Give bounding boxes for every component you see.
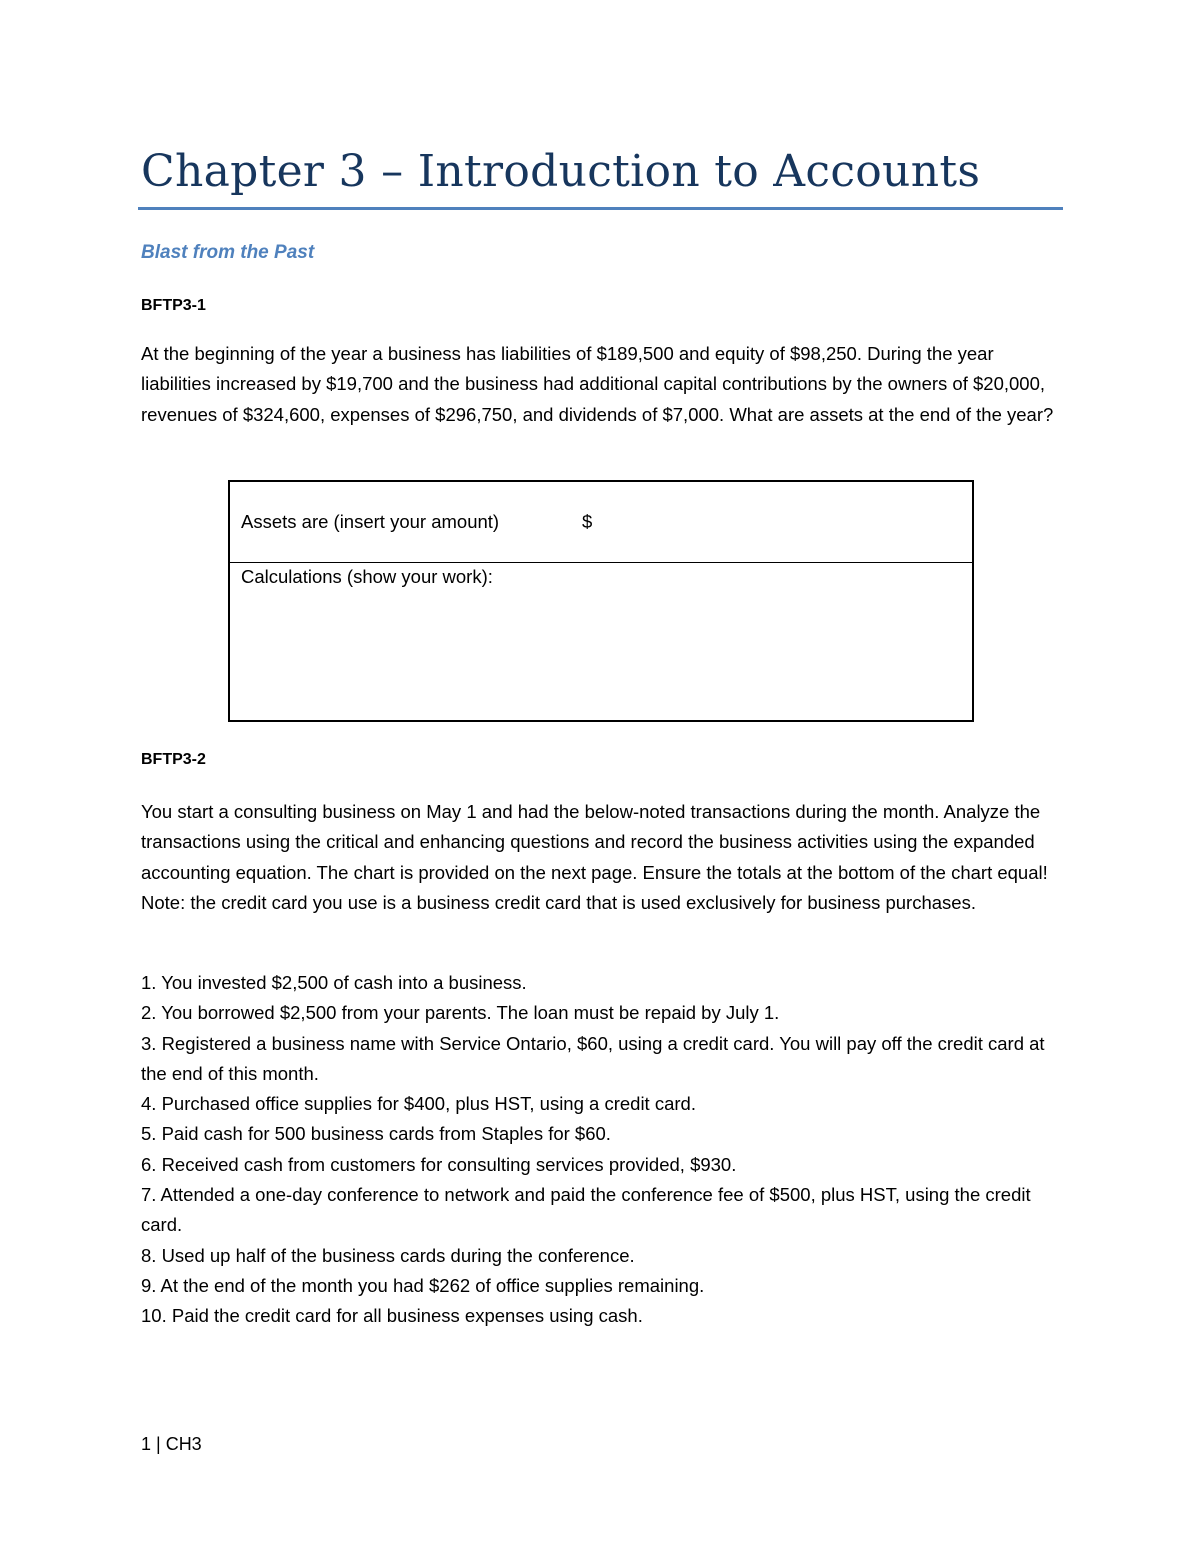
question-2-text: You start a consulting business on May 1 and had the below-noted transactions during the month. Analyze the transactions using the critical and enhancing questions and record the business activities using the expanded accounting equation. The chart is provided on the next page. Ensure the totals at the bottom of the chart equal! Note: the credit card you use is a business credit card that is used exclusively for business purchases.: [141, 801, 1048, 913]
section-subtitle: Blast from the Past: [141, 242, 315, 263]
list-item: 1. You invested $2,500 of cash into a business.: [141, 972, 527, 993]
calculations-label: Calculations (show your work):: [241, 566, 493, 587]
list-item: 10. Paid the credit card for all business expenses using cash.: [141, 1305, 643, 1327]
assets-currency-field[interactable]: $: [582, 511, 593, 532]
page-footer: 1 | CH3: [141, 1434, 202, 1454]
transaction-list: [141, 968, 1066, 1332]
list-item: 9. At the end of the month you had $262 of office supplies remaining.: [141, 1274, 705, 1296]
question-1-text: At the beginning of the year a business has liabilities of $189,500 and equity of $98,250. During the year liabilities increased by $19,700 and the business had additional capital contributions by the owners of $20,000, revenues of $324,600, expenses of $296,750, and dividends of $7,000. What are assets at the end of the year?: [141, 343, 1054, 425]
list-item: 3. Registered a business name with Service Ontario, $60, using a credit card. You will pay off the credit card at the end of this month.: [141, 1032, 1045, 1084]
list-item: 5. Paid cash for 500 business cards from Staples for $60.: [141, 1123, 611, 1145]
page-title: Chapter 3 – Introduction to Accounts: [141, 146, 981, 197]
list-item: 2. You borrowed $2,500 from your parents. The loan must be repaid by July 1.: [141, 1002, 780, 1024]
assets-label: Assets are (insert your amount): [241, 511, 500, 532]
answer-box: [228, 480, 974, 722]
question-2-heading: BFTP3-2: [141, 751, 206, 768]
title-underline: [138, 207, 1063, 210]
list-item: 8. Used up half of the business cards during the conference.: [141, 1244, 635, 1266]
question-1-heading: BFTP3-1: [141, 297, 206, 314]
list-item: 6. Received cash from customers for consulting services provided, $930.: [141, 1153, 737, 1175]
list-item: 4. Purchased office supplies for $400, plus HST, using a credit card.: [141, 1093, 696, 1115]
assets-answer-row: [230, 482, 972, 563]
list-item: 7. Attended a one-day conference to network and paid the conference fee of $500, plus HST, using the credit card.: [141, 1184, 1031, 1236]
